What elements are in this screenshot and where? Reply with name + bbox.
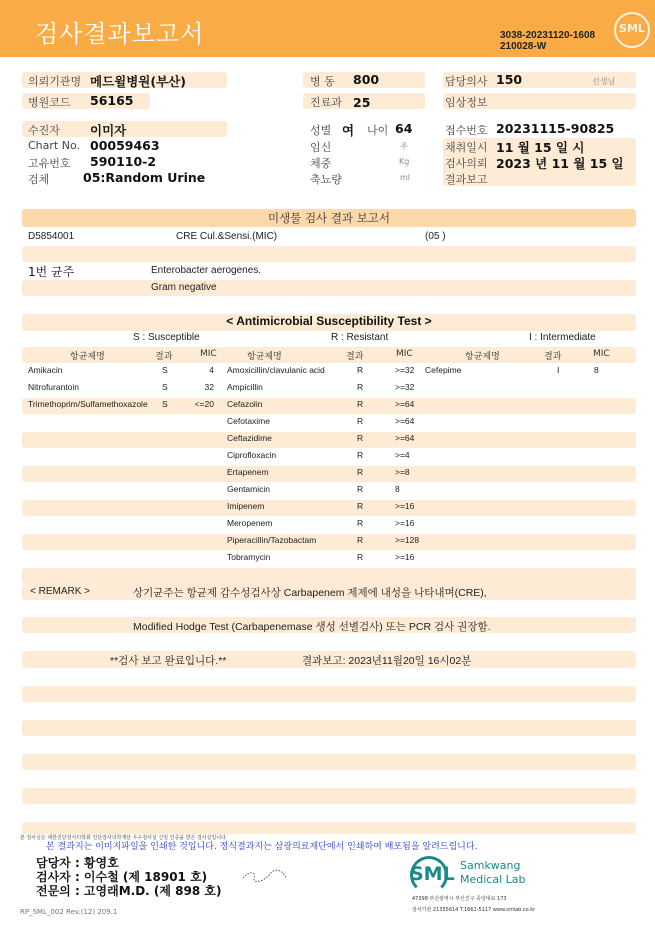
lab-contact: 검사기관 21355614 T.1661-5117 www.smlab.co.kr <box>412 907 536 913</box>
signature-icon <box>240 866 290 888</box>
receipt-label: 접수번호 <box>445 124 488 137</box>
dept-value: 25 <box>353 95 371 110</box>
antibiotic-name: Ertapenem <box>227 467 269 477</box>
hospital-code-value: 56165 <box>90 93 134 108</box>
section-title: 미생물 검사 결과 보고서 <box>267 211 391 225</box>
result: R <box>357 382 364 392</box>
specialist: 전문의 : 고영래M.D. (제 898 호) <box>36 884 222 898</box>
institution-value: 메드윌병원(부산) <box>90 74 186 89</box>
antibiotic-name: Gentamicin <box>227 484 270 494</box>
mic-value: >=4 <box>395 450 410 460</box>
mic-value: >=64 <box>395 416 415 426</box>
antibiotic-name: Cefepime <box>425 365 462 375</box>
result: R <box>357 501 364 511</box>
antibiotic-name: Nitrofurantoin <box>28 382 80 392</box>
antibiotic-name: Ciprofloxacin <box>227 450 277 460</box>
ward-value: 800 <box>353 72 380 87</box>
result: R <box>357 450 364 460</box>
form-code: RP_SML_002 Rev.(12) 209.1 <box>20 908 118 916</box>
dept-label: 진료과 <box>310 96 342 109</box>
legend-resistant: R : Resistant <box>331 332 389 343</box>
patient-value: 이미자 <box>90 123 127 138</box>
age-value: 64 <box>395 121 413 136</box>
antibiotic-name: Ceftazidime <box>227 433 272 443</box>
header-result: 결과 <box>346 352 364 362</box>
result: R <box>357 365 364 375</box>
header-result: 결과 <box>544 352 562 362</box>
lab-name-line2: Medical Lab <box>460 873 526 886</box>
ast-title: < Antimicrobial Susceptibility Test > <box>226 314 432 328</box>
specimen-value: 05:Random Urine <box>83 170 206 185</box>
gram-stain: Gram negative <box>151 282 217 293</box>
antibiotic-name: Amikacin <box>28 365 63 375</box>
header-name: 항균제명 <box>465 352 500 362</box>
result: I <box>557 365 560 375</box>
pregnancy-label: 임신 <box>310 141 332 154</box>
report-time: 결과보고: 2023년11월20일 16시02분 <box>302 655 472 667</box>
clinical-info-label: 임상정보 <box>445 96 488 109</box>
mic-value: >=16 <box>395 501 415 511</box>
antibiotic-name: Piperacillin/Tazobactam <box>227 535 317 545</box>
weight-unit: Kg <box>399 157 410 166</box>
collect-label: 채취일시 <box>445 141 488 154</box>
result: R <box>357 518 364 528</box>
print-notice: 본 결과지는 이미지파일을 인쇄한 것입니다. 정식결과지는 삼광의료재단에서 인쇄하여 배포됨을 알려드립니다. <box>46 842 478 852</box>
test-code: D5854001 <box>28 231 75 242</box>
mic-value: >=32 <box>395 365 415 375</box>
antibiotic-name: Meropenem <box>227 518 273 528</box>
antibiotic-name: Tobramycin <box>227 552 271 562</box>
antibiotic-name: Ampicillin <box>227 382 263 392</box>
legend-susceptible: S : Susceptible <box>133 332 200 343</box>
mic-value: >=16 <box>395 552 415 562</box>
doc-number-suffix: 210028-W <box>500 41 547 52</box>
receipt-value: 20231115-90825 <box>496 121 615 136</box>
sml-logo-icon: SML <box>614 12 650 48</box>
mic-value: >=64 <box>395 399 415 409</box>
result: R <box>357 535 364 545</box>
mic-value: 32 <box>204 382 214 392</box>
mic-value: >=64 <box>395 433 415 443</box>
result: S <box>162 399 168 409</box>
id-label: 고유번호 <box>28 157 71 170</box>
remark-line1: 상기균주는 항균제 감수성검사상 Carbapenem 제제에 내성을 나타내며(CRE), <box>133 587 487 599</box>
antibiotic-name: Trimethoprim/Sulfamethoxazole <box>28 399 148 409</box>
mic-value: >=8 <box>395 467 410 477</box>
mic-value: 8 <box>395 484 400 494</box>
doctor-suffix: 선생님 <box>592 77 616 86</box>
result: R <box>357 416 364 426</box>
mic-value: 4 <box>209 365 214 375</box>
completion-note: **검사 보고 완료입니다.** <box>110 655 227 667</box>
test-name: CRE Cul.&Sensi.(MIC) <box>176 231 278 242</box>
header-mic: MIC <box>593 349 610 359</box>
patient-label: 수진자 <box>28 124 60 137</box>
mic-value: >=32 <box>395 382 415 392</box>
sex-label: 성별 <box>310 124 332 137</box>
urine-unit: ml <box>400 173 411 182</box>
doctor-value: 150 <box>496 72 523 87</box>
mic-value: 8 <box>594 365 599 375</box>
id-value: 590110-2 <box>90 154 157 169</box>
result: R <box>357 484 364 494</box>
header-mic: MIC <box>396 349 413 359</box>
institution-label: 의뢰기관명 <box>28 75 82 88</box>
lab-address: 47398 부산광역시 부산진구 중앙대로 173 <box>412 896 507 902</box>
mic-value: <=20 <box>194 399 214 409</box>
manager: 담당자 : 황영호 <box>36 856 119 870</box>
accreditation-notice: 본 검사실은 대한진단검사의학회 진단검사의학재단 우수검사실 신임 인증을 받은 검사실입니다. <box>20 835 228 841</box>
header-name: 항균제명 <box>70 352 105 362</box>
result: R <box>357 467 364 477</box>
mic-value: >=128 <box>395 535 420 545</box>
report-title: 검사결과보고서 <box>35 20 205 48</box>
result: R <box>357 399 364 409</box>
header-mic: MIC <box>200 349 217 359</box>
specimen-label: 검체 <box>28 173 50 186</box>
age-label: 나이 <box>367 124 389 137</box>
urine-label: 축뇨량 <box>310 173 342 186</box>
pregnancy-unit: 주 <box>400 142 408 151</box>
weight-label: 체중 <box>310 157 332 170</box>
report-label: 결과보고 <box>445 173 488 186</box>
doctor-label: 담당의사 <box>445 75 488 88</box>
tester: 검사자 : 이수철 (제 18901 호) <box>36 870 208 884</box>
result: R <box>357 552 364 562</box>
antibiotic-name: Imipenem <box>227 501 265 511</box>
remark-label: < REMARK > <box>30 586 91 597</box>
antibiotic-name: Cefazolin <box>227 399 263 409</box>
test-spec: (05 ) <box>425 231 446 242</box>
organism: Enterobacter aerogenes. <box>151 265 262 276</box>
collect-value: 11 월 15 일 시 <box>496 140 585 155</box>
request-label: 검사의뢰 <box>445 157 488 170</box>
header-result: 결과 <box>155 352 173 362</box>
strain-label: 1번 균주 <box>28 265 75 279</box>
antibiotic-name: Cefotaxime <box>227 416 270 426</box>
mic-value: >=16 <box>395 518 415 528</box>
request-value: 2023 년 11 월 15 일 <box>496 156 624 171</box>
remark-line2: Modified Hodge Test (Carbapenemase 생성 선별검사) 또는 PCR 검사 권장함. <box>133 621 491 633</box>
result: S <box>162 382 168 392</box>
result: R <box>357 433 364 443</box>
header-name: 항균제명 <box>247 352 282 362</box>
hospital-code-label: 병원코드 <box>28 96 71 109</box>
doc-number: 3038-20231120-1608 <box>500 30 596 41</box>
chart-value: 00059463 <box>90 138 160 153</box>
lab-logo: SML <box>410 863 455 885</box>
result: S <box>162 365 168 375</box>
antibiotic-name: Amoxicillin/clavulanic acid <box>227 365 325 375</box>
lab-name-line1: Samkwang <box>460 859 521 872</box>
chart-label: Chart No. <box>28 139 80 152</box>
legend-intermediate: I : Intermediate <box>529 332 596 343</box>
ward-label: 병 동 <box>310 75 335 88</box>
sex-value: 여 <box>342 123 355 138</box>
